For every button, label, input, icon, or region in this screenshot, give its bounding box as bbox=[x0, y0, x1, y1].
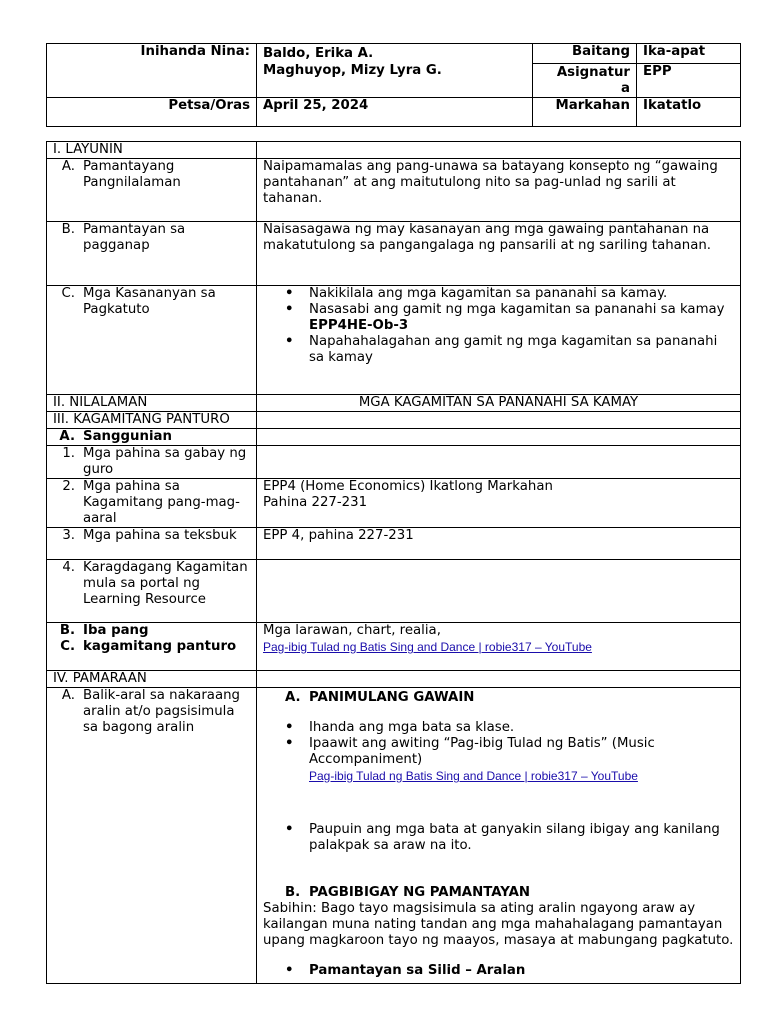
pamantayang-pangnilalaman-text: Naipamamalas ang pang-unawa sa batayang konsepto ng “gawaing pantahanan” at ang maitutulong nito sa pag-unlad ng sarili at tahanan. bbox=[257, 159, 741, 222]
pagbibigay-pamantayan-heading: B. PAGBIBIGAY NG PAMANTAYAN bbox=[285, 885, 531, 900]
date-value: April 25, 2024 bbox=[257, 98, 533, 127]
prepared-name-2: Maghuyop, Mizy Lyra G. bbox=[263, 63, 442, 78]
list-item: • Paupuin ang mga bata at ganyakin silang ibigay ang kanilang palakpak sa araw na ito. bbox=[285, 822, 734, 854]
list-item: • Ihanda ang mga bata sa klase. bbox=[285, 720, 734, 736]
lesson-plan-table bbox=[46, 141, 741, 984]
section-nilalaman: II. NILALAMAN bbox=[47, 395, 257, 412]
date-label: Petsa/Oras bbox=[47, 98, 257, 127]
subject-value: EPP bbox=[637, 64, 741, 98]
subject-label-line-1: Asignatur bbox=[556, 65, 630, 80]
item-marker: A. bbox=[61, 688, 75, 703]
sanggunian-label: A. Sanggunian bbox=[47, 429, 257, 446]
pamantayan-pagganap-text: Naisasagawa ng may kasanayan ang mga gawaing pantahanan na makatutulong sa pangangalaga ng pansarili at ng sariling tahanan. bbox=[257, 222, 741, 286]
item-marker: A. bbox=[59, 429, 75, 444]
prepared-name-1: Baldo, Erika A. bbox=[263, 46, 374, 61]
list-item: • Nasasabi ang gamit ng mga kagamitan sa pananahi sa kamay EPP4HE-Ob-3 bbox=[285, 302, 734, 334]
subject-label-line-2: a bbox=[621, 81, 630, 96]
competency-code: EPP4HE-Ob-3 bbox=[309, 318, 409, 333]
list-item: • Ipaawit ang awiting “Pag-ibig Tulad ng Batis” (Music Accompaniment) Pag-ibig Tulad ng Batis Sing and Dance | robie317 – YouTube bbox=[285, 736, 734, 784]
teksbuk-label: 3. Mga pahina sa teksbuk bbox=[47, 528, 257, 560]
section-layunin: I. LAYUNIN bbox=[47, 142, 257, 159]
gabay-guro-label: 1. Mga pahina sa gabay ng guro bbox=[47, 446, 257, 479]
list-item: • Nakikilala ang mga kagamitan sa pananahi sa kamay. bbox=[285, 286, 734, 302]
panimulang-gawain-heading: A. PANIMULANG GAWAIN bbox=[285, 690, 475, 705]
prepared-label: Inihanda Nina: bbox=[47, 44, 257, 98]
item-marker: A. bbox=[61, 159, 75, 174]
pamaraan-content bbox=[257, 688, 741, 984]
grade-label: Baitang bbox=[533, 44, 637, 64]
item-marker: B. bbox=[61, 222, 75, 237]
kagamitang-mag-aaral-label: 2. Mga pahina sa Kagamitang pang-mag- aaral bbox=[47, 479, 257, 528]
item-marker: 3. bbox=[62, 528, 75, 543]
prepared-names bbox=[257, 44, 533, 98]
learning-resource-label: 4. Karagdagang Kagamitan mula sa portal ng Learning Resource bbox=[47, 560, 257, 623]
item-marker: 1. bbox=[62, 446, 75, 461]
youtube-link[interactable]: Pag-ibig Tulad ng Batis Sing and Dance | robie317 – YouTube bbox=[263, 640, 592, 654]
list-item: • Napahahalagahan ang gamit ng mga kagamitan sa pananahi sa kamay bbox=[285, 334, 734, 366]
kasanayan-label: C. Mga Kasananyan sa Pagkatuto bbox=[47, 286, 257, 395]
subject-label bbox=[533, 64, 637, 98]
balik-aral-label: A. Balik-aral sa nakaraang aralin at/o pagsisimula sa bagong aralin bbox=[47, 688, 257, 984]
item-marker: 2. bbox=[62, 479, 75, 494]
quarter-value: Ikatatlo bbox=[637, 98, 741, 127]
quarter-label: Markahan bbox=[533, 98, 637, 127]
iba-pang-kagamitan-text: Mga larawan, chart, realia, Pag-ibig Tulad ng Batis Sing and Dance | robie317 – YouTube bbox=[257, 623, 741, 671]
grade-value: Ika-apat bbox=[637, 44, 741, 64]
item-marker: B. bbox=[59, 623, 75, 638]
list-item: • Pamantayan sa Silid – Aralan bbox=[285, 963, 734, 979]
item-marker: B. bbox=[285, 885, 301, 900]
header-table bbox=[46, 43, 741, 127]
pamantayan-pagganap-label: B. Pamantayan sa pagganap bbox=[47, 222, 257, 286]
pamantayan-paragraph: Sabihin: Bago tayo magsisimula sa ating aralin ngayong araw ay kailangan muna nating tandan ang mga mahahalagang pamantayan upang magkaroon tayo ng maayos, masaya at mabungang pagkatuto. bbox=[263, 901, 734, 948]
item-marker: A. bbox=[285, 690, 301, 705]
teksbuk-text: EPP 4, pahina 227-231 bbox=[257, 528, 741, 560]
youtube-link[interactable]: Pag-ibig Tulad ng Batis Sing and Dance | robie317 – YouTube bbox=[309, 769, 638, 783]
section-kagamitang-panturo: III. KAGAMITANG PANTURO bbox=[47, 412, 257, 429]
iba-pang-kagamitan-label: B. Iba pang C. kagamitang panturo bbox=[47, 623, 257, 671]
nilalaman-text: MGA KAGAMITAN SA PANANAHI SA KAMAY bbox=[257, 395, 741, 412]
section-pamaraan: IV. PAMARAAN bbox=[47, 671, 257, 688]
item-marker: C. bbox=[61, 286, 75, 301]
pamantayang-pangnilalaman-label: A. Pamantayang Pangnilalaman bbox=[47, 159, 257, 222]
kagamitang-mag-aaral-text: EPP4 (Home Economics) Ikatlong Markahan Pahina 227-231 bbox=[257, 479, 741, 528]
item-marker: 4. bbox=[62, 560, 75, 575]
kasanayan-list bbox=[257, 286, 741, 395]
item-marker: C. bbox=[60, 639, 75, 654]
